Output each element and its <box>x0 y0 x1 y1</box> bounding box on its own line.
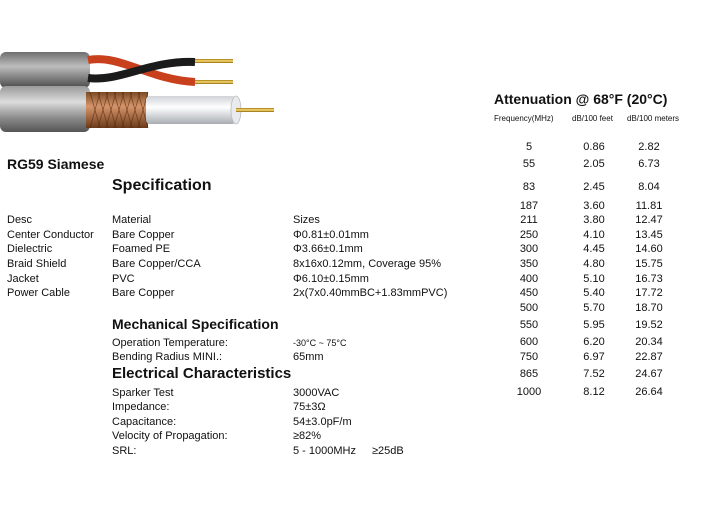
att-db-meters: 15.75 <box>635 258 663 270</box>
elec-value: 5 - 1000MHz <box>293 445 356 457</box>
electrical-heading: Electrical Characteristics <box>112 365 292 382</box>
att-frequency: 500 <box>519 302 539 314</box>
att-frequency: 187 <box>519 200 539 212</box>
att-db-meters: 12.47 <box>635 214 663 226</box>
spec-header-material: Material <box>112 214 152 226</box>
elec-value-secondary: ≥25dB <box>372 445 404 457</box>
att-frequency: 250 <box>519 229 539 241</box>
mech-label: Bending Radius MINI.: <box>112 351 223 363</box>
att-db-meters: 11.81 <box>635 200 663 212</box>
att-frequency: 450 <box>519 287 539 299</box>
mech-value: -30°C ~ 75°C <box>293 338 347 348</box>
spec-header-sizes: Sizes <box>293 214 320 226</box>
att-frequency: 550 <box>519 319 539 331</box>
att-db-meters: 26.64 <box>635 386 663 398</box>
att-db-meters: 19.52 <box>635 319 663 331</box>
att-db-feet: 5.40 <box>583 287 605 299</box>
att-db-meters: 20.34 <box>635 336 663 348</box>
att-frequency: 400 <box>519 273 539 285</box>
attenuation-header-frequency: Frequency(MHz) <box>494 114 554 123</box>
spec-size: Φ6.10±0.15mm <box>293 273 369 285</box>
att-frequency: 83 <box>522 181 536 193</box>
att-frequency: 300 <box>519 243 539 255</box>
spec-desc: Power Cable <box>7 287 70 299</box>
spec-desc: Dielectric <box>7 243 53 255</box>
att-db-feet: 4.80 <box>583 258 605 270</box>
att-db-feet: 0.86 <box>583 141 605 153</box>
att-db-meters: 18.70 <box>635 302 663 314</box>
att-frequency: 865 <box>519 368 539 380</box>
spec-size: Φ0.81±0.01mm <box>293 229 369 241</box>
elec-value: 75±3Ω <box>293 401 326 413</box>
att-db-meters: 22.87 <box>635 351 663 363</box>
spec-desc: Jacket <box>7 273 39 285</box>
att-db-feet: 2.45 <box>583 181 605 193</box>
elec-label: Sparker Test <box>112 387 174 399</box>
elec-value: 3000VAC <box>293 387 340 399</box>
att-frequency: 211 <box>520 214 538 226</box>
elec-value: ≥82% <box>293 430 322 442</box>
att-db-feet: 6.97 <box>583 351 605 363</box>
att-db-meters: 6.73 <box>638 158 660 170</box>
att-db-feet: 5.95 <box>583 319 605 331</box>
att-db-feet: 4.45 <box>583 243 605 255</box>
att-db-feet: 7.52 <box>583 368 605 380</box>
elec-label: Capacitance: <box>112 416 177 428</box>
attenuation-header-meters: dB/100 meters <box>627 114 680 123</box>
spec-size: Φ3.66±0.1mm <box>293 243 363 255</box>
elec-value: 54±3.0pF/m <box>293 416 352 428</box>
elec-label: SRL: <box>112 445 137 457</box>
att-db-feet: 8.12 <box>583 386 605 398</box>
att-db-feet: 4.10 <box>583 229 605 241</box>
att-db-meters: 14.60 <box>635 243 663 255</box>
att-frequency: 600 <box>519 336 539 348</box>
spec-desc: Braid Shield <box>7 258 67 270</box>
spec-header-desc: Desc <box>7 214 33 226</box>
spec-material: Foamed PE <box>112 243 171 255</box>
spec-desc: Center Conductor <box>7 229 94 241</box>
att-frequency: 350 <box>519 258 539 270</box>
spec-size: 2x(7x0.40mmBC+1.83mmPVC) <box>293 287 448 299</box>
att-db-meters: 16.73 <box>635 273 663 285</box>
spec-material: Bare Copper/CCA <box>112 258 201 270</box>
attenuation-title: Attenuation @ 68°F (20°C) <box>494 91 668 107</box>
attenuation-header-feet: dB/100 feet <box>572 114 613 123</box>
att-frequency: 750 <box>519 351 539 363</box>
att-db-meters: 8.04 <box>638 181 660 193</box>
spec-material: PVC <box>112 273 135 285</box>
att-db-feet: 5.70 <box>583 302 605 314</box>
att-frequency: 1000 <box>516 386 542 398</box>
elec-label: Impedance: <box>112 401 170 413</box>
att-db-feet: 2.05 <box>583 158 605 170</box>
att-db-feet: 3.80 <box>583 214 605 226</box>
elec-label: Velocity of Propagation: <box>112 430 228 442</box>
mech-label: Operation Temperature: <box>112 337 228 349</box>
att-frequency: 55 <box>522 158 536 170</box>
att-db-meters: 17.72 <box>635 287 663 299</box>
att-db-feet: 6.20 <box>583 336 605 348</box>
cable-image <box>0 40 280 140</box>
att-frequency: 5 <box>525 141 533 153</box>
spec-material: Bare Copper <box>112 229 175 241</box>
att-db-feet: 3.60 <box>583 200 605 212</box>
att-db-feet: 5.10 <box>583 273 605 285</box>
mechanical-heading: Mechanical Specification <box>112 316 279 332</box>
att-db-meters: 24.67 <box>635 368 663 380</box>
product-name: RG59 Siamese <box>7 156 105 172</box>
mech-value: 65mm <box>293 351 324 363</box>
att-db-meters: 2.82 <box>638 141 660 153</box>
att-db-meters: 13.45 <box>635 229 663 241</box>
specification-heading: Specification <box>112 177 212 194</box>
spec-material: Bare Copper <box>112 287 175 299</box>
spec-size: 8x16x0.12mm, Coverage 95% <box>293 258 441 270</box>
